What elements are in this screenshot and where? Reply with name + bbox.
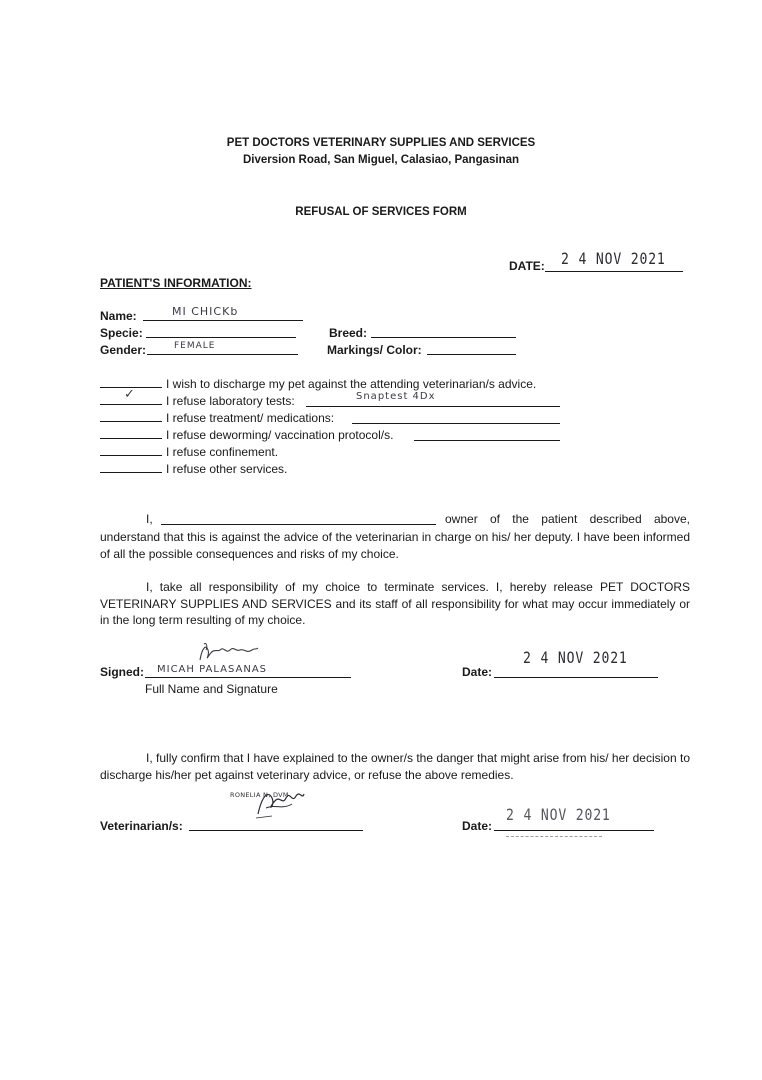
- lab-tests-detail: Snaptest 4Dx: [356, 391, 436, 402]
- option-checkbox-checked[interactable]: [100, 387, 162, 405]
- markings-line: [427, 354, 516, 355]
- top-date-stamp: 2 4 NOV 2021: [561, 249, 666, 268]
- vet-signature: [252, 786, 308, 822]
- signed-date-stamp: 2 4 NOV 2021: [523, 648, 628, 667]
- signed-label: Signed:: [100, 665, 144, 679]
- option-text: I refuse laboratory tests:: [166, 394, 295, 408]
- top-date-line: [545, 271, 683, 272]
- statement-paragraph-1: understand that this is against the advice of the veterinarian in charge on his/ her deputy. I have been informed of all the possible consequences and risks of my choice.: [100, 530, 690, 561]
- statement-paragraph-2: I, take all responsibility of my choice to terminate services. I, hereby release PET DOCTORS VETERINARY SUPPLIES AND SERVICES and its staff of all responsibility for what may occur immediately or in the long term resulting of my choice.: [100, 580, 690, 627]
- lab-tests-detail-line: [306, 406, 560, 407]
- breed-line: [371, 337, 516, 338]
- owner-signature: [196, 640, 260, 668]
- statement-owner-of: owner of the patient described above,: [445, 512, 690, 526]
- name-value: MI CHICKb: [172, 305, 239, 318]
- option-text: I refuse deworming/ vaccination protocol/s.: [166, 428, 394, 442]
- form-title: REFUSAL OF SERVICES FORM: [295, 206, 467, 218]
- vet-date-stamp: 2 4 NOV 2021: [506, 805, 611, 824]
- deworming-detail-line: [414, 440, 560, 441]
- vet-date-label: Date:: [462, 819, 493, 833]
- specie-label: Specie:: [100, 326, 143, 340]
- markings-label: Markings/ Color:: [327, 343, 422, 357]
- option-checkbox-blank[interactable]: [100, 461, 162, 473]
- patient-section-title: PATIENT'S INFORMATION:: [100, 276, 252, 290]
- option-other: [100, 461, 287, 476]
- option-discharge: [100, 376, 536, 391]
- option-confinement: [100, 444, 278, 459]
- signed-date-line: [494, 677, 658, 678]
- treatment-detail-line: [352, 423, 560, 424]
- breed-label: Breed:: [329, 326, 368, 340]
- option-text: I refuse treatment/ medications:: [166, 411, 335, 425]
- option-treatment: [100, 410, 334, 425]
- name-line: [143, 320, 303, 321]
- vet-name-stamp: RONELIA N, DVM: [230, 791, 289, 799]
- stamp-ghost-mark: [506, 836, 602, 839]
- option-checkbox-blank[interactable]: [100, 427, 162, 439]
- specie-line: [146, 337, 296, 338]
- company-address: Diversion Road, San Miguel, Calasiao, Pangasinan: [242, 154, 520, 166]
- statement-i: I,: [146, 512, 153, 526]
- option-checkbox-blank[interactable]: [100, 410, 162, 422]
- company-name: PET DOCTORS VETERINARY SUPPLIES AND SERVICES: [226, 137, 536, 149]
- check-mark-icon: ✓: [124, 387, 136, 402]
- vet-statement: I, fully confirm that I have explained to the owner/s the danger that might arise from his/ her decision to discharge his/her pet against veterinary advice, or refuse the above remedies.: [100, 751, 690, 782]
- vet-date-line: [494, 830, 654, 831]
- gender-value: FEMALE: [174, 341, 216, 351]
- veterinarian-label: Veterinarian/s:: [100, 819, 183, 833]
- signed-caption: Full Name and Signature: [145, 682, 278, 696]
- option-checkbox-blank[interactable]: [100, 444, 162, 456]
- signed-line: [145, 677, 351, 678]
- option-deworming: [100, 427, 393, 442]
- signed-name: MICAH PALASANAS: [157, 664, 268, 675]
- option-text: I refuse other services.: [166, 462, 288, 476]
- top-date-label: DATE:: [509, 259, 545, 273]
- option-text: I refuse confinement.: [166, 445, 279, 459]
- veterinarian-line: [189, 830, 363, 831]
- option-text: I wish to discharge my pet against the attending veterinarian/s advice.: [166, 377, 537, 391]
- gender-line: [147, 354, 298, 355]
- option-lab-tests: [100, 387, 295, 408]
- gender-label: Gender:: [100, 343, 147, 357]
- name-label: Name:: [100, 309, 137, 323]
- owner-name-line: [161, 524, 436, 525]
- signed-date-label: Date:: [462, 665, 493, 679]
